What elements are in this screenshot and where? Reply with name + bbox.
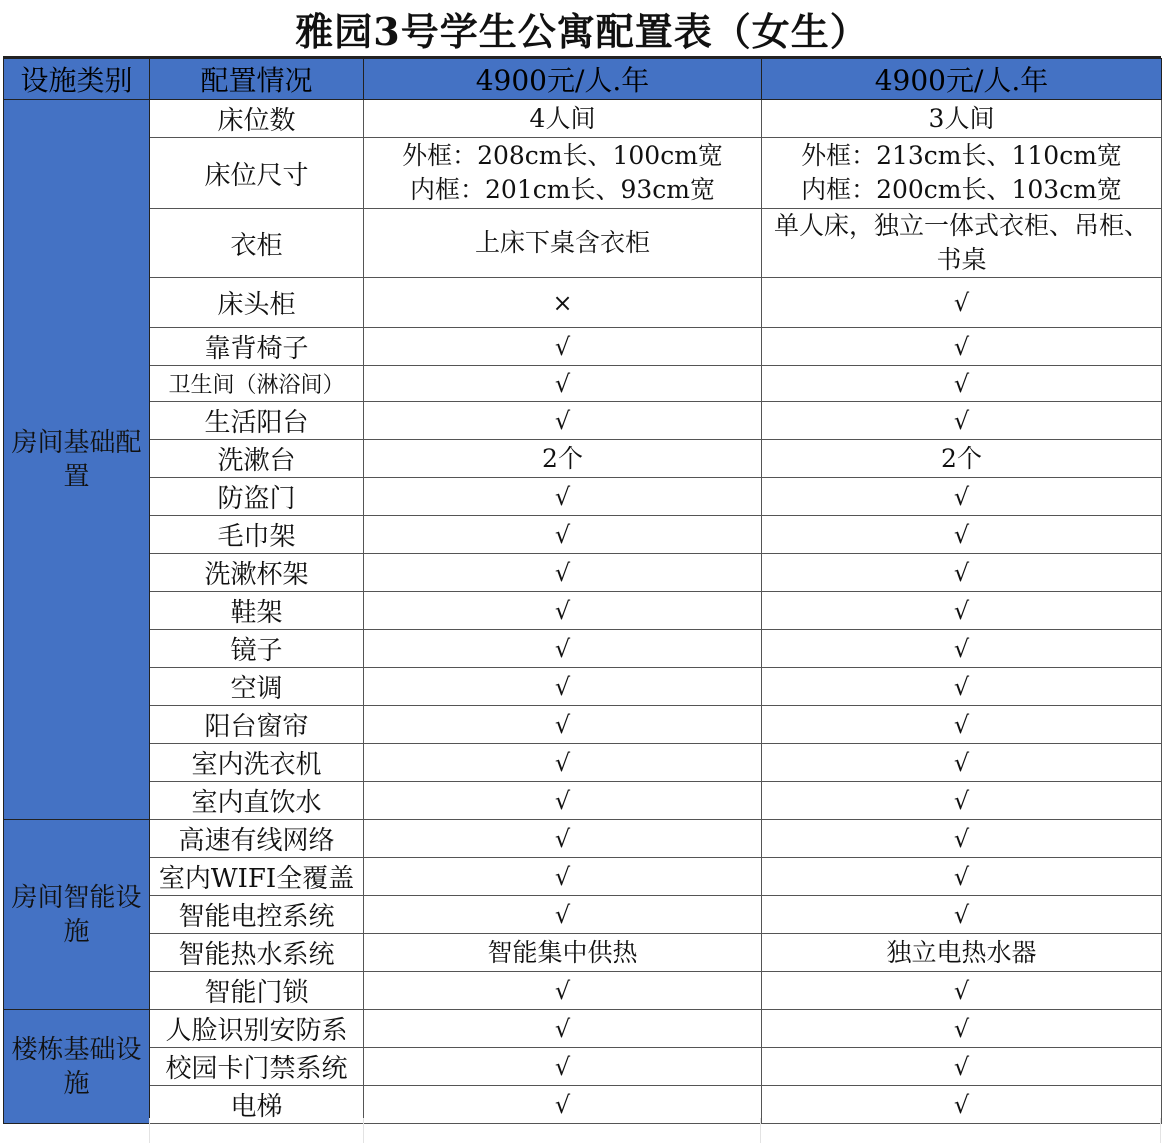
category-cell-room-basic[interactable]: 房间基础配置 (4, 100, 150, 820)
check-mark-cell[interactable]: √ (364, 1010, 762, 1048)
check-mark-cell[interactable]: √ (762, 478, 1162, 516)
item-cell[interactable]: 床头柜 (150, 278, 364, 328)
check-mark-cell[interactable]: √ (364, 668, 762, 706)
item-cell[interactable]: 毛巾架 (150, 516, 364, 554)
table-row (4, 402, 1162, 440)
header-price-a[interactable]: 4900元/人.年 (364, 59, 762, 100)
item-cell[interactable]: 床位数 (150, 100, 364, 138)
item-cell[interactable]: 室内直饮水 (150, 782, 364, 820)
check-mark-cell[interactable]: √ (364, 858, 762, 896)
check-mark-cell[interactable]: √ (364, 478, 762, 516)
category-cell-building[interactable]: 楼栋基础设施 (4, 1010, 150, 1124)
table-row (4, 592, 1162, 630)
value-cell[interactable]: 2个 (762, 440, 1162, 478)
table-row (4, 782, 1162, 820)
table-row (4, 744, 1162, 782)
item-cell[interactable]: 镜子 (150, 630, 364, 668)
value-cell[interactable]: 外框：213cm长、110cm宽 内框：200cm长、103cm宽 (762, 138, 1162, 209)
value-cell[interactable]: 智能集中供热 (364, 934, 762, 972)
value-cell[interactable]: 3人间 (762, 100, 1162, 138)
item-cell[interactable]: 鞋架 (150, 592, 364, 630)
check-mark-cell[interactable]: √ (762, 278, 1162, 328)
check-mark-cell[interactable]: √ (364, 1048, 762, 1086)
check-mark-cell[interactable]: √ (762, 1010, 1162, 1048)
check-mark-cell[interactable]: √ (762, 366, 1162, 402)
table-row (4, 138, 1162, 209)
check-mark-cell[interactable]: √ (762, 820, 1162, 858)
check-mark-cell[interactable]: √ (762, 668, 1162, 706)
sheet-title: 雅园3号学生公寓配置表（女生） (3, 0, 1161, 58)
check-mark-cell[interactable]: √ (762, 1048, 1162, 1086)
table-row (4, 706, 1162, 744)
table-row (4, 1010, 1162, 1048)
config-sheet (3, 0, 1161, 1124)
item-cell[interactable]: 床位尺寸 (150, 138, 364, 209)
header-config[interactable]: 配置情况 (150, 59, 364, 100)
check-mark-cell[interactable]: √ (364, 782, 762, 820)
check-mark-cell[interactable]: √ (762, 896, 1162, 934)
table-row (4, 858, 1162, 896)
item-cell[interactable]: 靠背椅子 (150, 328, 364, 366)
check-mark-cell[interactable]: √ (364, 516, 762, 554)
check-mark-cell[interactable]: √ (762, 592, 1162, 630)
check-mark-cell[interactable]: √ (762, 1086, 1162, 1124)
value-cell[interactable]: 4人间 (364, 100, 762, 138)
table-row (4, 478, 1162, 516)
check-mark-cell[interactable]: √ (364, 592, 762, 630)
check-mark-cell[interactable]: × (364, 278, 762, 328)
table-row (4, 366, 1162, 402)
check-mark-cell[interactable]: √ (762, 706, 1162, 744)
check-mark-cell[interactable]: √ (364, 972, 762, 1010)
check-mark-cell[interactable]: √ (762, 630, 1162, 668)
check-mark-cell[interactable]: √ (364, 896, 762, 934)
table-row (4, 516, 1162, 554)
value-cell[interactable]: 单人床，独立一体式衣柜、吊柜、书桌 (762, 209, 1162, 278)
header-row (4, 59, 1162, 100)
check-mark-cell[interactable]: √ (762, 782, 1162, 820)
check-mark-cell[interactable]: √ (364, 554, 762, 592)
check-mark-cell[interactable]: √ (762, 972, 1162, 1010)
item-cell[interactable]: 生活阳台 (150, 402, 364, 440)
item-cell[interactable]: 洗漱杯架 (150, 554, 364, 592)
table-row (4, 630, 1162, 668)
table-row (4, 209, 1162, 278)
value-cell[interactable]: 2个 (364, 440, 762, 478)
empty-grid-row (3, 1118, 1161, 1143)
item-cell[interactable]: 衣柜 (150, 209, 364, 278)
config-table (3, 58, 1162, 1124)
value-cell[interactable]: 上床下桌含衣柜 (364, 209, 762, 278)
table-row (4, 1048, 1162, 1086)
check-mark-cell[interactable]: √ (762, 554, 1162, 592)
item-cell[interactable]: 室内WIFI全覆盖 (150, 858, 364, 896)
item-cell[interactable]: 防盗门 (150, 478, 364, 516)
item-cell[interactable]: 卫生间（淋浴间） (150, 366, 364, 402)
table-row (4, 440, 1162, 478)
check-mark-cell[interactable]: √ (762, 402, 1162, 440)
check-mark-cell[interactable]: √ (762, 744, 1162, 782)
item-cell[interactable]: 高速有线网络 (150, 820, 364, 858)
value-cell[interactable]: 外框：208cm长、100cm宽 内框：201cm长、93cm宽 (364, 138, 762, 209)
check-mark-cell[interactable]: √ (364, 706, 762, 744)
table-body (4, 100, 1162, 1124)
item-cell[interactable]: 人脸识别安防系 (150, 1010, 364, 1048)
check-mark-cell[interactable]: √ (364, 328, 762, 366)
item-cell[interactable]: 智能热水系统 (150, 934, 364, 972)
check-mark-cell[interactable]: √ (364, 402, 762, 440)
check-mark-cell[interactable]: √ (364, 366, 762, 402)
table-row (4, 820, 1162, 858)
category-cell-room-smart[interactable]: 房间智能设施 (4, 820, 150, 1010)
item-cell[interactable]: 智能门锁 (150, 972, 364, 1010)
table-row (4, 668, 1162, 706)
item-cell[interactable]: 阳台窗帘 (150, 706, 364, 744)
table-row (4, 100, 1162, 138)
check-mark-cell[interactable]: √ (364, 630, 762, 668)
header-category[interactable]: 设施类别 (4, 59, 150, 100)
table-row (4, 328, 1162, 366)
header-price-b[interactable]: 4900元/人.年 (762, 59, 1162, 100)
check-mark-cell[interactable]: √ (364, 1086, 762, 1124)
item-cell[interactable]: 校园卡门禁系统 (150, 1048, 364, 1086)
item-cell[interactable]: 电梯 (150, 1086, 364, 1124)
item-cell[interactable]: 智能电控系统 (150, 896, 364, 934)
item-cell[interactable]: 空调 (150, 668, 364, 706)
check-mark-cell[interactable]: √ (762, 516, 1162, 554)
table-row (4, 278, 1162, 328)
check-mark-cell[interactable]: √ (364, 820, 762, 858)
item-cell[interactable]: 室内洗衣机 (150, 744, 364, 782)
table-row (4, 972, 1162, 1010)
item-cell[interactable]: 洗漱台 (150, 440, 364, 478)
check-mark-cell[interactable]: √ (762, 328, 1162, 366)
value-cell[interactable]: 独立电热水器 (762, 934, 1162, 972)
table-row (4, 896, 1162, 934)
table-row (4, 934, 1162, 972)
table-row (4, 554, 1162, 592)
check-mark-cell[interactable]: √ (364, 744, 762, 782)
check-mark-cell[interactable]: √ (762, 858, 1162, 896)
